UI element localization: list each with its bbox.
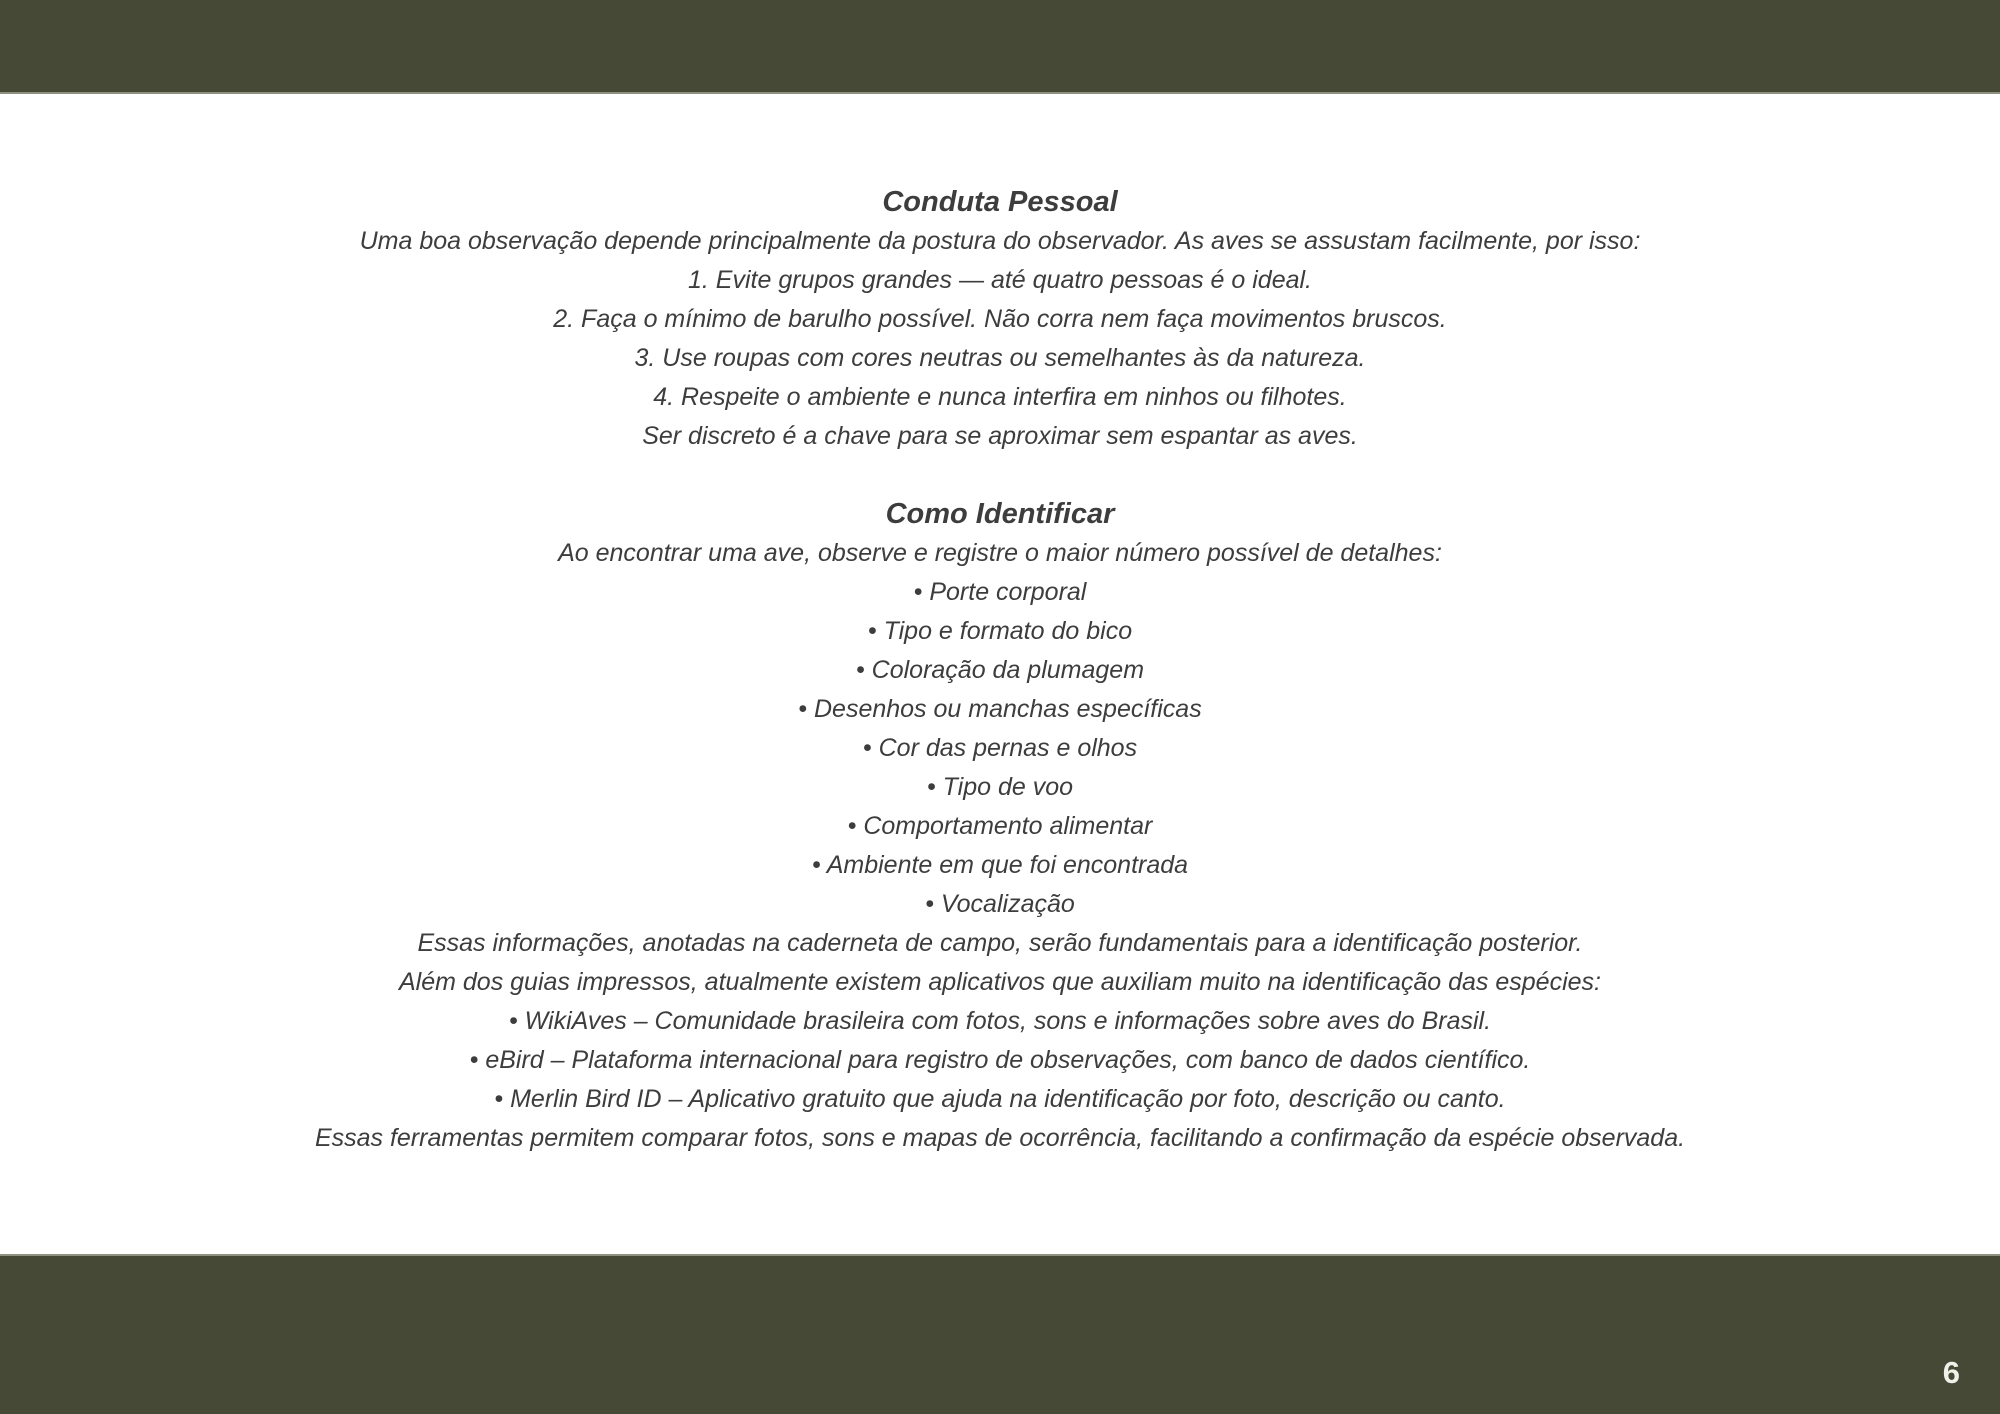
text-line: 4. Respeite o ambiente e nunca interfira em ninhos ou filhotes. xyxy=(653,383,1347,411)
text-line: • Merlin Bird ID – Aplicativo gratuito que ajuda na identificação por foto, descrição ou canto. xyxy=(494,1085,1506,1113)
text-line: 3. Use roupas com cores neutras ou semelhantes às da natureza. xyxy=(634,344,1366,372)
text-line: • Porte corporal xyxy=(913,578,1087,606)
page-number: 6 xyxy=(1942,1355,1960,1390)
text-line: Além dos guias impressos, atualmente existem aplicativos que auxiliam muito na identificação das espécies: xyxy=(399,968,1601,996)
text-line: • eBird – Plataforma internacional para registro de observações, com banco de dados científico. xyxy=(469,1046,1531,1074)
text-line: • Tipo e formato do bico xyxy=(867,617,1133,645)
text-line: Essas informações, anotadas na caderneta de campo, serão fundamentais para a identificação posterior. xyxy=(417,929,1583,957)
text-line: • Vocalização xyxy=(925,890,1075,918)
text-line: • Coloração da plumagem xyxy=(855,656,1145,684)
text-line: • Comportamento alimentar xyxy=(847,812,1153,840)
text-line: • Ambiente em que foi encontrada xyxy=(811,851,1189,879)
text-line: • Desenhos ou manchas específicas xyxy=(798,695,1202,723)
section-heading: Como Identificar xyxy=(885,498,1115,530)
text-line: Ao encontrar uma ave, observe e registre o maior número possível de detalhes: xyxy=(558,539,1442,567)
text-line: Ser discreto é a chave para se aproximar sem espantar as aves. xyxy=(642,422,1358,450)
text-line: 1. Evite grupos grandes — até quatro pessoas é o ideal. xyxy=(688,266,1312,294)
text-line: • WikiAves – Comunidade brasileira com fotos, sons e informações sobre aves do Brasil. xyxy=(508,1007,1492,1035)
text-line: • Tipo de voo xyxy=(926,773,1074,801)
section-heading: Conduta Pessoal xyxy=(882,186,1118,218)
text-line: Essas ferramentas permitem comparar fotos, sons e mapas de ocorrência, facilitando a confirmação da espécie observada. xyxy=(314,1124,1686,1152)
slide-text-block xyxy=(0,183,2000,1158)
section-como-identificar xyxy=(0,495,2000,1158)
text-line: 2. Faça o mínimo de barulho possível. Não corra nem faça movimentos bruscos. xyxy=(553,305,1447,333)
footer-bar xyxy=(0,1254,2000,1414)
text-line: Uma boa observação depende principalmente da postura do observador. As aves se assustam facilmente, por isso: xyxy=(359,227,1641,255)
header-bar xyxy=(0,0,2000,94)
section-conduta-pessoal xyxy=(0,183,2000,456)
text-line: • Cor das pernas e olhos xyxy=(862,734,1138,762)
